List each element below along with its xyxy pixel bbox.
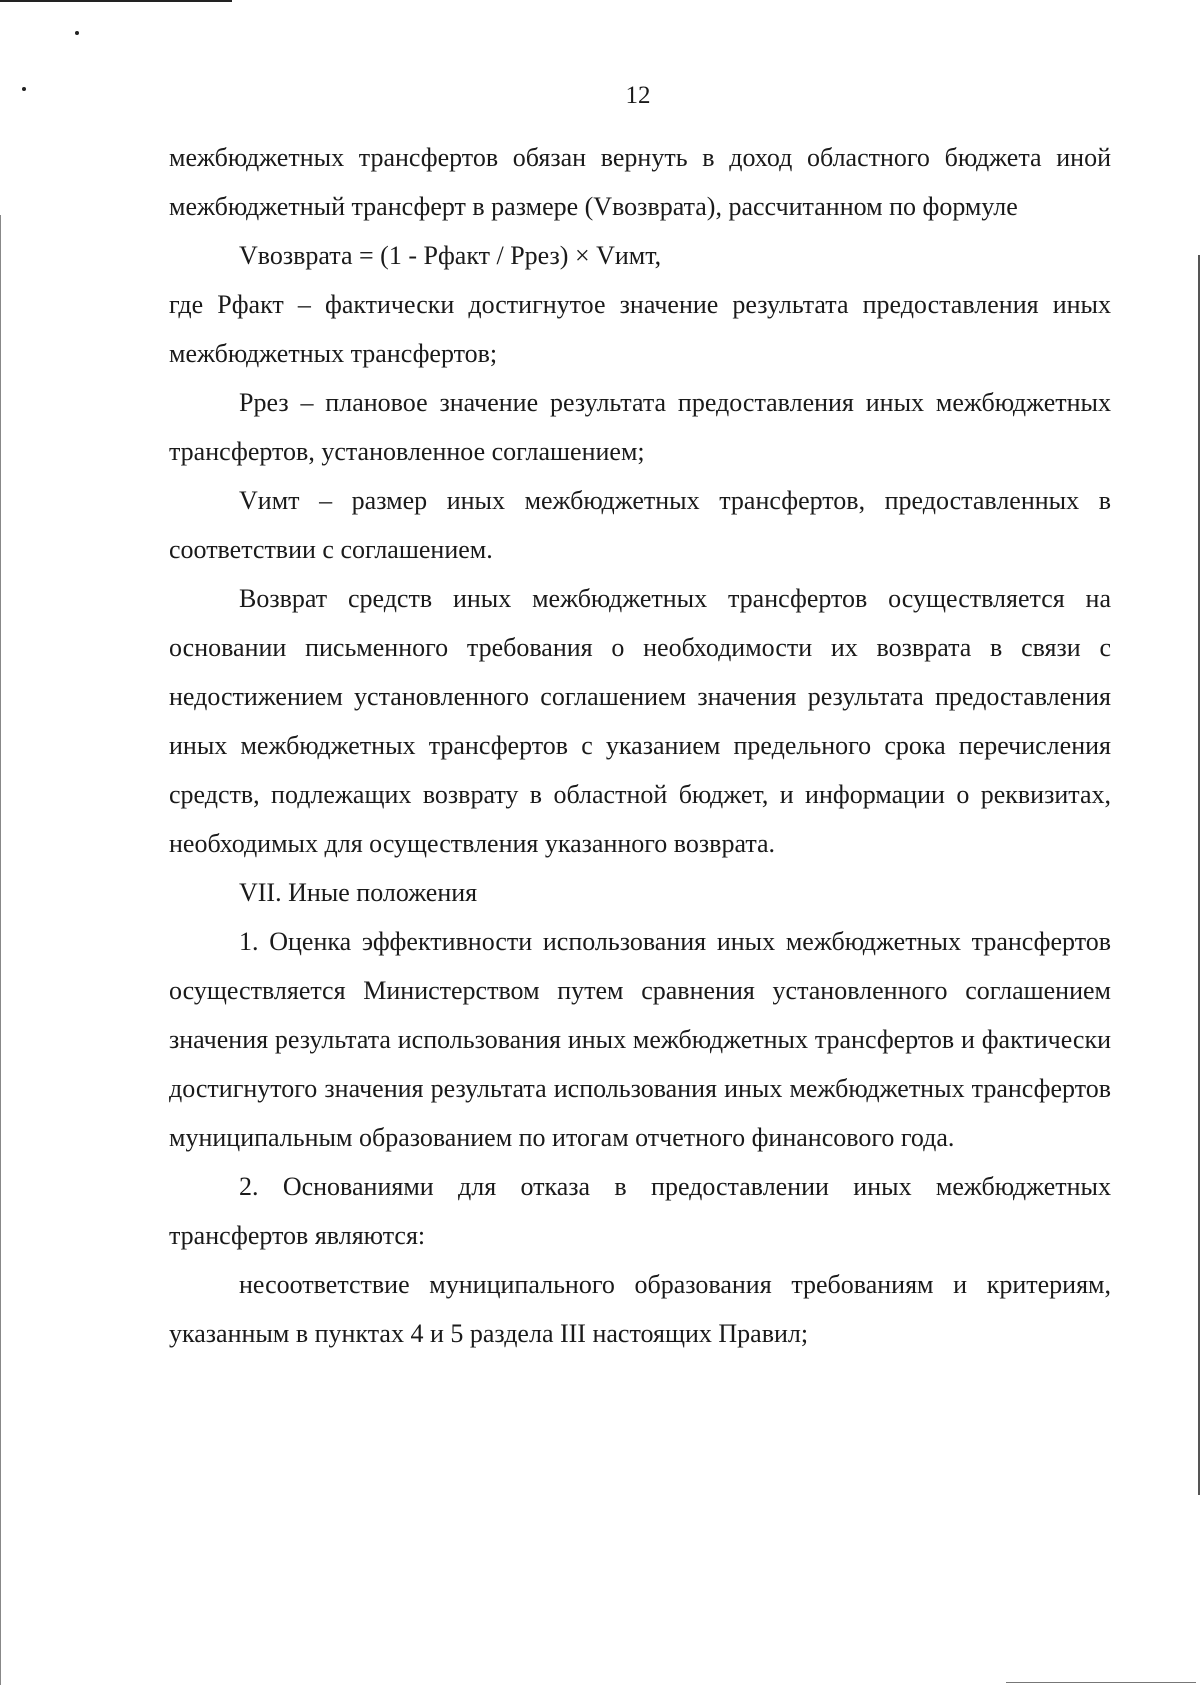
section-title: VII. Иные положения bbox=[239, 878, 478, 907]
paragraph-item-1: 1. Оценка эффективности использования иных межбюджетных трансфертов осуществляется Министерством путем сравнения установленного соглашением значения результата использования иных межбюджетных трансфертов и фактически достигнутого значения результата использования иных межбюджетных трансфертов муниципальным образованием по итогам отчетного финансового года. bbox=[169, 927, 1111, 1152]
scan-speck bbox=[75, 31, 79, 35]
scan-edge-top bbox=[0, 0, 232, 2]
paragraph-vimt: Vимт – размер иных межбюджетных трансфертов, предоставленных в соответствии с соглашением. bbox=[169, 486, 1111, 564]
document-body bbox=[169, 133, 1111, 1358]
paragraph-criteria: несоответствие муниципального образования требованиям и критериям, указанным в пунктах 4 и 5 раздела III настоящих Правил; bbox=[169, 1270, 1111, 1348]
paragraph-where: где Рфакт – фактически достигнутое значение результата предоставления иных межбюджетных трансфертов; bbox=[169, 290, 1111, 368]
paragraph-continuation: межбюджетных трансфертов обязан вернуть в доход областного бюджета иной межбюджетный трансферт в размере (Vвозврата), рассчитанном по формуле bbox=[169, 143, 1111, 221]
paragraph-rrez: Ррез – плановое значение результата предоставления иных межбюджетных трансфертов, установленное соглашением; bbox=[169, 388, 1111, 466]
scan-edge-left bbox=[0, 215, 1, 1685]
scan-edge-bottom bbox=[1006, 1682, 1196, 1683]
paragraph-item-2: 2. Основаниями для отказа в предоставлении иных межбюджетных трансфертов являются: bbox=[169, 1172, 1111, 1250]
paragraph-return: Возврат средств иных межбюджетных трансфертов осуществляется на основании письменного требования о необходимости их возврата в связи с недостижением установленного соглашением значения результата предоставления иных межбюджетных трансфертов с указанием предельного срока перечисления средств, подлежащих возврату в областной бюджет, и информации о реквизитах, необходимых для осуществления указанного возврата. bbox=[169, 584, 1111, 858]
page-number: 12 bbox=[625, 82, 651, 109]
formula: Vвозврата = (1 - Рфакт / Ррез) × Vимт, bbox=[239, 241, 662, 270]
